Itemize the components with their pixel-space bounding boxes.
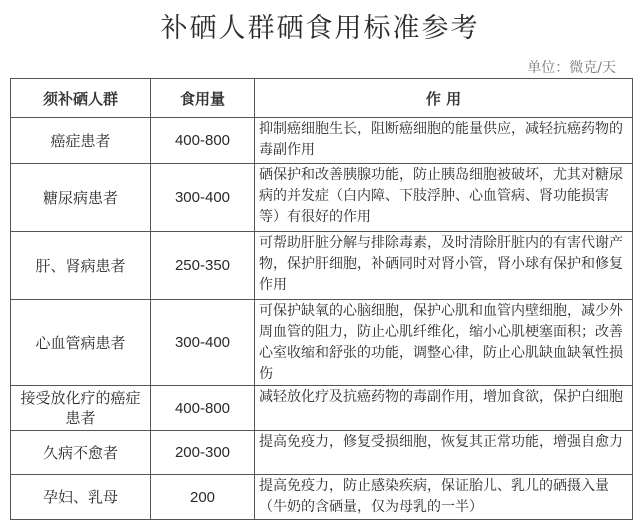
row-effect: 可保护缺氧的心脑细胞，保护心肌和血管内壁细胞，减少外周血管的阻力，防止心肌纤维化，缩小心肌梗塞面积；改善心室收缩和舒张的功能，调整心律，防止心肌缺血缺氧性损伤 [255,300,633,386]
table-header-row [11,79,633,118]
table-row [11,431,633,475]
row-amount: 300-400 [151,300,255,386]
header-effect: 作 用 [255,79,633,118]
row-effect: 抑制癌细胞生长，阻断癌细胞的能量供应，减轻抗癌药物的毒副作用 [255,118,633,164]
row-amount: 200 [151,475,255,520]
row-group: 癌症患者 [11,118,151,164]
header-group: 须补硒人群 [11,79,151,118]
unit-label: 单位：微克/天 [527,60,616,76]
row-group: 久病不愈者 [11,431,151,475]
row-effect: 硒保护和改善胰腺功能，防止胰岛细胞被破坏，尤其对糖尿病的并发症（白内障、下肢浮肿、心血管病、肾功能损害等）有很好的作用 [255,164,633,232]
row-amount: 300-400 [151,164,255,232]
page-title: 补硒人群硒食用标准参考 [160,13,480,44]
row-effect: 减轻放化疗及抗癌药物的毒副作用，增加食欲，保护白细胞 [255,386,633,431]
table-row [11,386,633,431]
row-effect: 提高免疫力，防止感染疾病，保证胎儿、乳儿的硒摄入量（牛奶的含硒量，仅为母乳的一半） [255,475,633,520]
table-row [11,475,633,520]
table-row [11,300,633,386]
row-group: 孕妇、乳母 [11,475,151,520]
table-row [11,164,633,232]
row-amount: 250-350 [151,232,255,300]
table-row [11,232,633,300]
row-amount: 400-800 [151,118,255,164]
row-effect: 可帮助肝脏分解与排除毒素，及时清除肝脏内的有害代谢产物，保护肝细胞，补硒同时对肾小管，肾小球有保护和修复作用 [255,232,633,300]
row-group: 肝、肾病患者 [11,232,151,300]
row-group: 心血管病患者 [11,300,151,386]
row-amount: 400-800 [151,386,255,431]
row-group: 接受放化疗的癌症患者 [11,386,151,431]
table-row [11,118,633,164]
selenium-intake-table [10,78,633,520]
row-effect: 提高免疫力，修复受损细胞，恢复其正常功能，增强自愈力 [255,431,633,475]
row-amount: 200-300 [151,431,255,475]
row-group: 糖尿病患者 [11,164,151,232]
header-amount: 食用量 [151,79,255,118]
